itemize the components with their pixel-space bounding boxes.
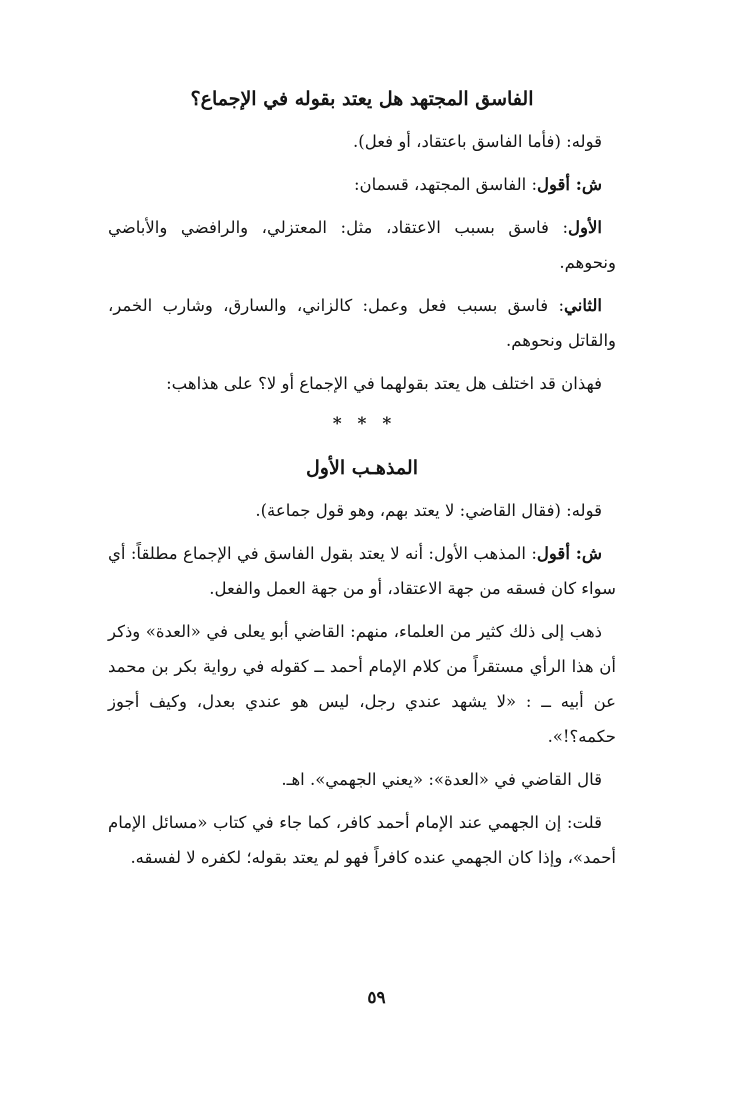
paragraph-4-lead: الثاني: [564, 296, 602, 315]
paragraph-6-lead: قوله: [571, 501, 602, 520]
paragraph-4-text: : فاسق بسبب فعل وعمل: كالزاني، والسارق، وشارب الخمر، والقاتل ونحوهم.: [108, 296, 616, 350]
paragraph-1-lead: قوله: [571, 132, 602, 151]
paragraph-10-text: : إن الجهمي عند الإمام أحمد كافر، كما جاء في كتاب «مسائل الإمام أحمد»، وإذا كان الجهمي عنده كافراً فهو لم يعتد بقوله؛ لكفره لا لفسقه.: [108, 813, 616, 867]
paragraph-9: قال القاضي في «العدة»: «يعني الجهمي». اهـ.: [281, 770, 602, 789]
paragraph-6-text: : (فقال القاضي: لا يعتد بهم، وهو قول جماعة).: [255, 501, 572, 520]
section-separator: * * *: [332, 414, 392, 434]
section-heading-2: المذهـب الأول: [306, 457, 418, 479]
paragraph-1-text: : (فأما الفاسق باعتقاد، أو فعل).: [353, 132, 572, 151]
paragraph-4: [108, 288, 616, 358]
paragraph-7-text: : المذهب الأول: أنه لا يعتد بقول الفاسق في الإجماع مطلقاً: أي سواء كان فسقه من جهة الاعتقاد، أو من جهة العمل والفعل.: [108, 544, 616, 598]
paragraph-2-lead: ش: أقول: [537, 175, 602, 194]
paragraph-10: [108, 805, 616, 875]
paragraph-7-lead: ش: أقول: [536, 544, 602, 563]
section-heading-1: الفاسق المجتهد هل يعتد بقوله في الإجماع؟: [190, 88, 534, 110]
paragraph-1: [108, 124, 616, 159]
paragraph-2-text: : الفاسق المجتهد، قسمان:: [353, 175, 538, 194]
paragraph-7: [108, 536, 616, 606]
paragraph-3: [108, 210, 616, 280]
paragraph-8: ذهب إلى ذلك كثير من العلماء، منهم: القاضي أبو يعلى في «العدة» وذكر أن هذا الرأي مستقراً من كلام الإمام أحمد ــ كقوله في رواية بكر بن محمد عن أبيه ــ : «لا يشهد عندي رجل، ليس هو عندي بعدل، وكيف أجوز حكمه؟!».: [108, 622, 616, 746]
paragraph-10-lead: قلت: [572, 813, 602, 832]
paragraph-5: فهذان قد اختلف هل يعتد بقولهما في الإجماع أو لا؟ على هذاهب:: [166, 374, 602, 393]
paragraph-3-text: : فاسق بسبب الاعتقاد، مثل: المعتزلي، والرافضي والأباضي ونحوهم.: [108, 218, 616, 272]
paragraph-6: [108, 493, 616, 528]
paragraph-3-lead: الأول: [568, 218, 602, 237]
page-number: ٥٩: [367, 988, 386, 1008]
page-body: [108, 78, 616, 883]
paragraph-2: [108, 167, 616, 202]
